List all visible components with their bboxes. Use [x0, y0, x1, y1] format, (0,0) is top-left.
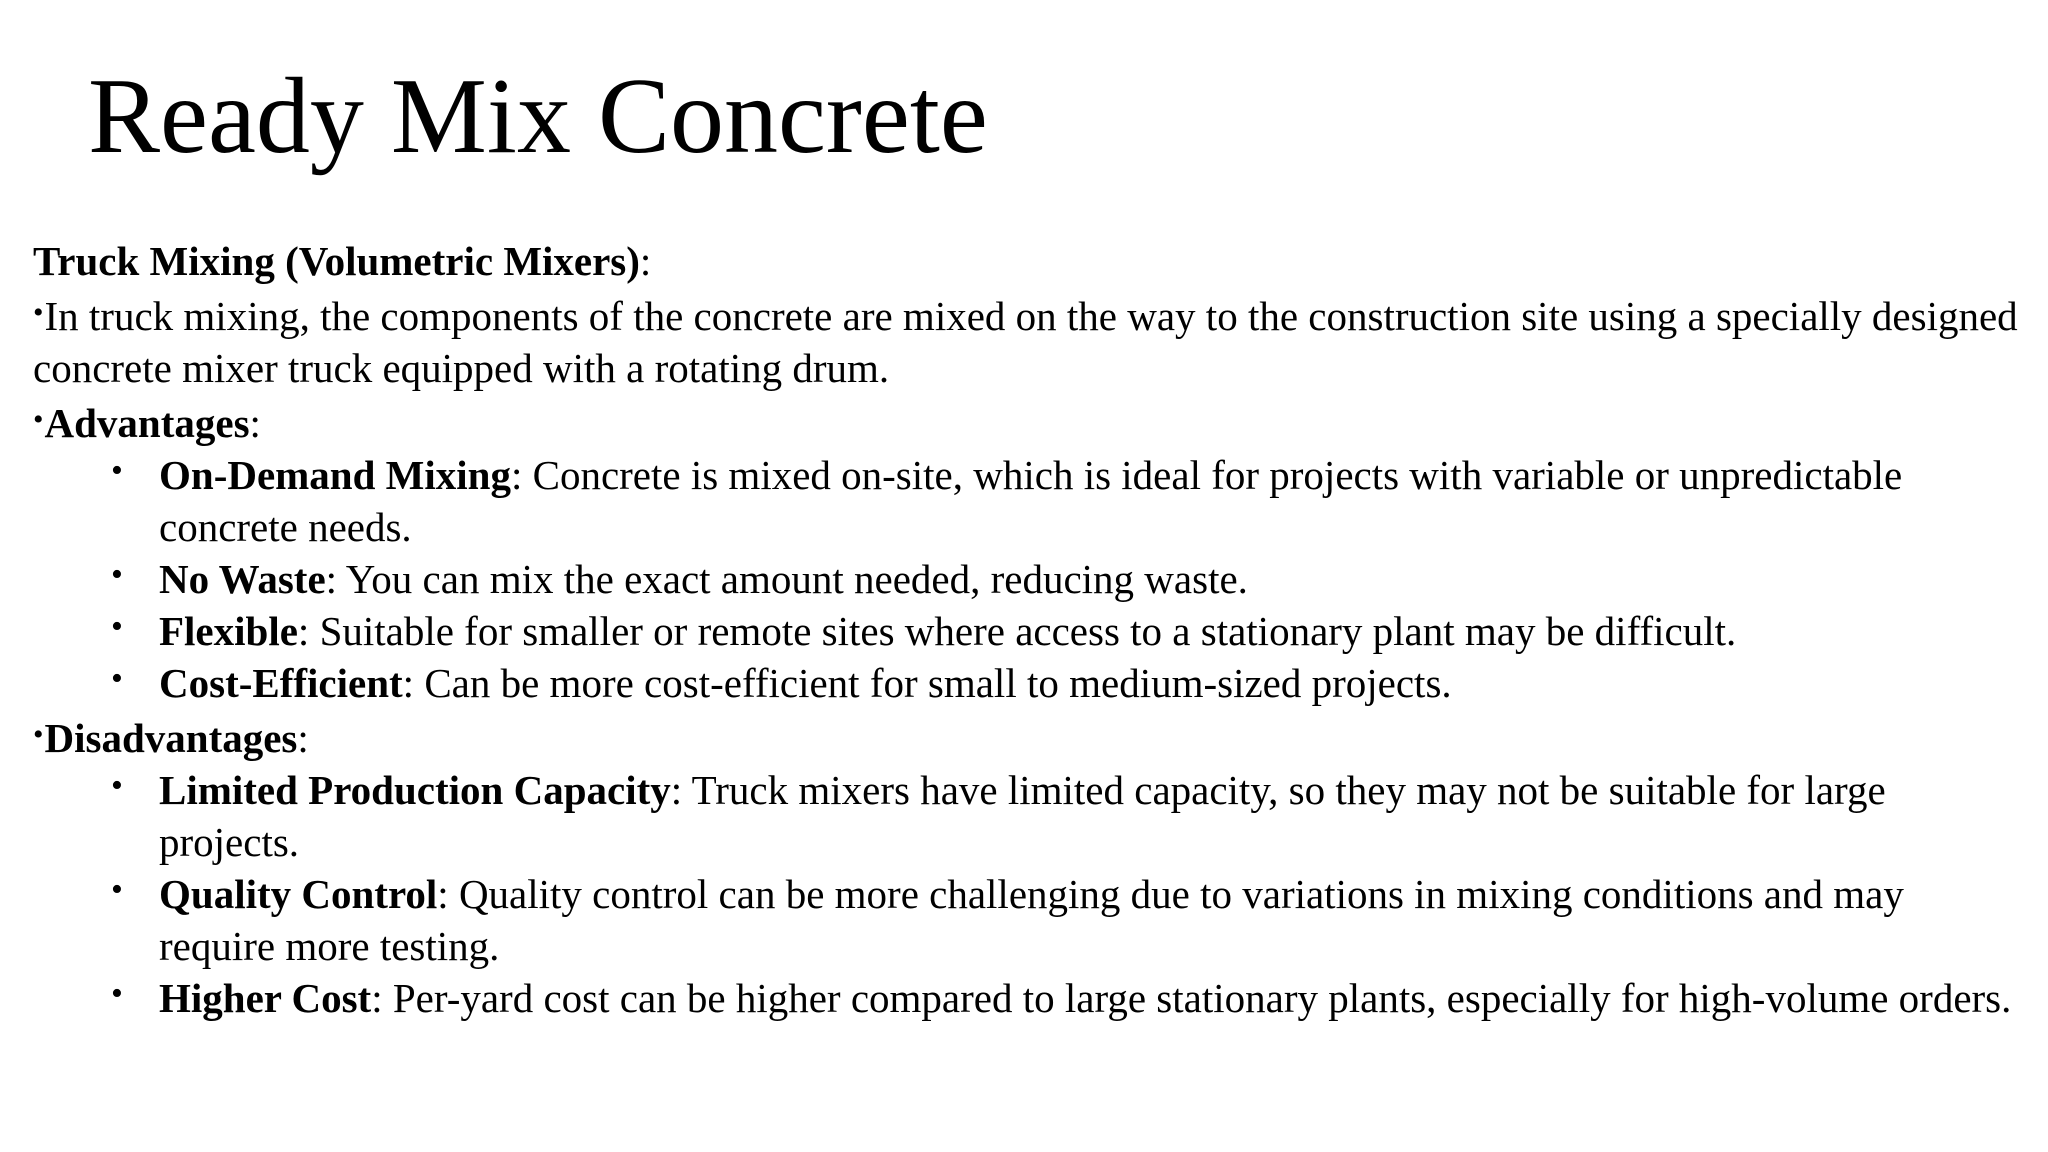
list-item	[33, 657, 2023, 709]
section-heading	[33, 235, 2023, 287]
disadvantages-label: Disadvantages	[44, 715, 298, 761]
item-text: : You can mix the exact amount needed, reducing waste.	[325, 556, 1248, 602]
bullet-icon: •	[111, 871, 123, 908]
disadvantages-colon: :	[297, 715, 309, 761]
bullet-icon: •	[111, 452, 123, 489]
item-text: : Concrete is mixed on-site, which is ideal for projects with variable or unpredictable concrete needs.	[159, 452, 1903, 550]
list-item	[33, 553, 2023, 605]
item-text: : Can be more cost-efficient for small to medium-sized projects.	[402, 660, 1452, 706]
item-term: No Waste	[159, 556, 326, 602]
item-text: : Suitable for smaller or remote sites where access to a stationary plant may be difficult.	[297, 608, 1737, 654]
list-item	[33, 868, 2023, 972]
list-item	[33, 764, 2023, 868]
intro-text: In truck mixing, the components of the concrete are mixed on the way to the construction site using a specially designed concrete mixer truck equipped with a rotating drum.	[33, 293, 2018, 391]
bullet-icon: •	[111, 608, 123, 645]
section-heading-colon: :	[639, 238, 652, 284]
bullet-icon: •	[111, 767, 123, 804]
item-text: : Quality control can be more challenging due to variations in mixing conditions and may require more testing.	[159, 871, 1904, 969]
bullet-icon: •	[111, 975, 123, 1012]
list-item	[33, 449, 2023, 553]
advantages-label: Advantages	[44, 400, 250, 446]
item-term: On-Demand Mixing	[159, 452, 511, 498]
disadvantages-list	[33, 764, 2023, 1024]
advantages-list	[33, 449, 2023, 709]
advantages-colon: :	[249, 400, 261, 446]
disadvantages-heading	[33, 709, 2023, 764]
intro-bullet: •	[33, 296, 44, 329]
slide-body	[33, 235, 2023, 1024]
bullet-icon: •	[111, 556, 123, 593]
bullet-icon: •	[111, 660, 123, 697]
item-term: Higher Cost	[159, 975, 372, 1021]
list-item	[33, 605, 2023, 657]
list-item	[33, 972, 2023, 1024]
item-term: Flexible	[159, 608, 298, 654]
disadvantages-bullet: •	[33, 718, 44, 751]
advantages-heading	[33, 394, 2023, 449]
intro-paragraph	[33, 287, 2023, 394]
item-term: Quality Control	[159, 871, 438, 917]
item-term: Cost-Efficient	[159, 660, 403, 706]
section-heading-bold: Truck Mixing (Volumetric Mixers)	[33, 238, 640, 284]
item-term: Limited Production Capacity	[159, 767, 671, 813]
slide-title: Ready Mix Concrete	[88, 57, 988, 176]
item-text: : Per-yard cost can be higher compared to large stationary plants, especially for high-volume orders.	[371, 975, 2012, 1021]
advantages-bullet: •	[33, 403, 44, 436]
item-text: : Truck mixers have limited capacity, so they may not be suitable for large projects.	[159, 767, 1886, 865]
